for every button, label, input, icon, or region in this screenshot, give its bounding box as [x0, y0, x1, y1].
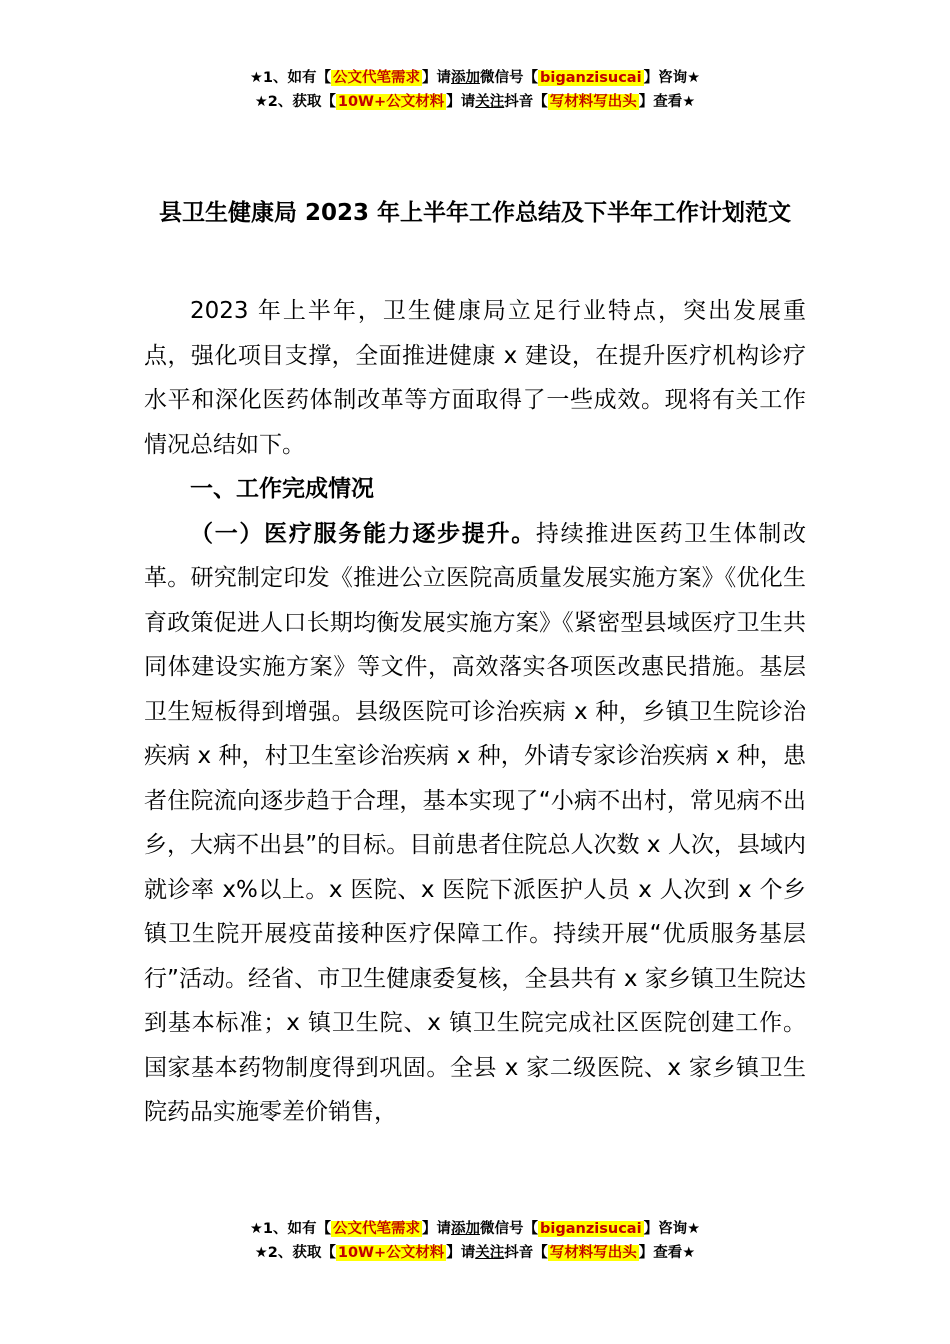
footer-line-2-underlined: 关注 [475, 1245, 505, 1261]
footer-line-1-suffix: 】咨询★ [643, 1221, 701, 1237]
footer-line-2-mid2: 抖音【 [504, 1245, 548, 1261]
footer-line-1-highlight-wechat: biganzisucai [540, 1221, 642, 1237]
subsection-paragraph [144, 512, 806, 1135]
footer-line-1-mid2: 微信号【 [480, 1221, 539, 1237]
footer-line-2-prefix: ★2、获取【 [254, 1245, 336, 1261]
document-title: 县卫生健康局 2023 年上半年工作总结及下半年工作计划范文 [158, 200, 792, 226]
footer-line-1 [0, 1217, 950, 1241]
header-line-2-mid2: 抖音【 [504, 94, 548, 110]
footer-line-1-prefix: ★1、如有【 [249, 1221, 332, 1237]
footer-line-2-mid: 】请 [446, 1245, 476, 1261]
header-line-1-mid: 】请 [422, 70, 452, 86]
header-line-2-underlined: 关注 [475, 94, 505, 110]
header-line-2-highlight-materials: 10W+公文材料 [337, 94, 445, 110]
header-line-1-prefix: ★1、如有【 [249, 70, 332, 86]
header-line-1 [0, 66, 950, 90]
header-line-1-underlined: 添加 [451, 70, 481, 86]
header-line-2-highlight-douyin: 写材料写出头 [549, 94, 637, 110]
footer-line-1-underlined: 添加 [451, 1221, 481, 1237]
document-body [144, 289, 806, 1135]
header-banner [0, 66, 950, 114]
header-line-2-suffix: 】查看★ [638, 94, 696, 110]
subsection-heading: （一）医疗服务能力逐步提升。 [190, 520, 536, 547]
footer-banner [0, 1217, 950, 1265]
header-line-2-prefix: ★2、获取【 [254, 94, 336, 110]
header-line-2 [0, 90, 950, 114]
header-line-1-suffix: 】咨询★ [643, 70, 701, 86]
header-line-2-mid: 】请 [446, 94, 476, 110]
footer-line-1-mid: 】请 [422, 1221, 452, 1237]
header-line-1-highlight-service: 公文代笔需求 [333, 70, 421, 86]
header-line-1-mid2: 微信号【 [480, 70, 539, 86]
section-heading: 一、工作完成情况 [190, 476, 374, 502]
subsection-body: 持续推进医药卫生体制改革。研究制定印发《推进公立医院高质量发展实施方案》《优化生育政策促进人口长期均衡发展实施方案》《紧密型县域医疗卫生共同体建设实施方案》等文件，高效落实各项医改惠民措施。基层卫生短板得到增强。县级医院可诊治疾病 x 种，乡镇卫生院诊治疾病 x 种，村卫生室诊治疾病 x 种，外请专家诊治疾病 x 种，患者住院流向逐步趋于合理，基本实现了“小病不出村，常见病不出乡，大病不出县”的目标。目前患者住院总人次数 x 人次，县域内就诊率 x%以上。x 医院、x 医院下派医护人员 x 人次到 x 个乡镇卫生院开展疫苗接种医疗保障工作。持续开展“优质服务基层行”活动。经省、市卫生健康委复核，全县共有 x 家乡镇卫生院达到基本标准；x 镇卫生院、x 镇卫生院完成社区医院创建工作。国家基本药物制度得到巩固。全县 x 家二级医院、x 家乡镇卫生院药品实施零差价销售， [144, 520, 807, 1125]
footer-line-2-highlight-materials: 10W+公文材料 [337, 1245, 445, 1261]
footer-line-1-highlight-service: 公文代笔需求 [333, 1221, 421, 1237]
footer-line-2-highlight-douyin: 写材料写出头 [549, 1245, 637, 1261]
footer-line-2 [0, 1241, 950, 1265]
intro-paragraph: 2023 年上半年，卫生健康局立足行业特点，突出发展重点，强化项目支撑，全面推进健康 x 建设，在提升医疗机构诊疗水平和深化医药体制改革等方面取得了一些成效。现将有关工作情况总结如下。 [144, 298, 806, 458]
footer-line-2-suffix: 】查看★ [638, 1245, 696, 1261]
header-line-1-highlight-wechat: biganzisucai [540, 70, 642, 86]
